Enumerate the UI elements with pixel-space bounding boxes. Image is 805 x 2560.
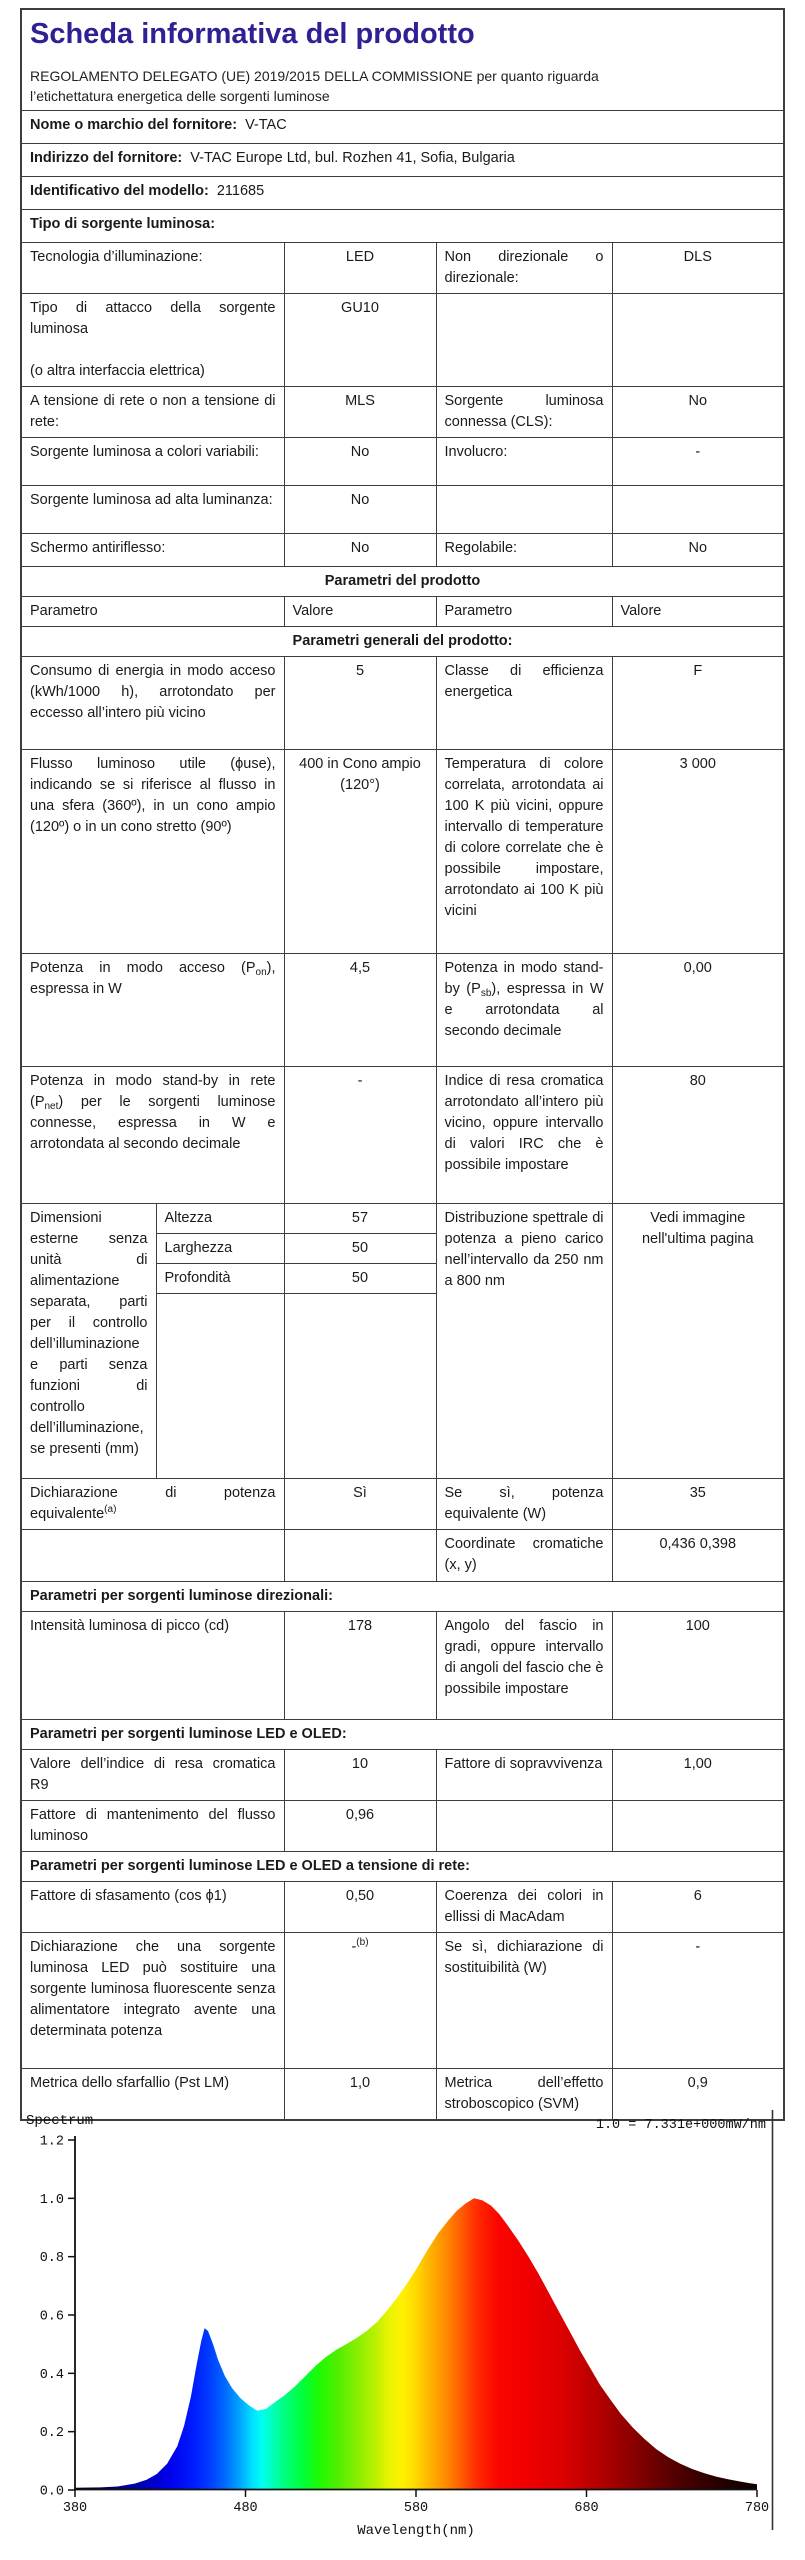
table-row (21, 1720, 784, 1750)
title-cell (21, 9, 784, 111)
field-label: Indirizzo del fornitore: (30, 150, 183, 167)
table-cell: 50 (284, 1234, 436, 1264)
y-tick-label: 0.4 (39, 2367, 64, 2383)
table-cell: 50 (284, 1264, 436, 1294)
table-cell (284, 1530, 436, 1582)
table-cell: GU10 (284, 294, 436, 387)
chart-title: Spectrum (26, 2113, 94, 2129)
x-tick-label: 780 (744, 2501, 770, 2516)
section-header: Parametri per sorgenti luminose LED e OLED a tensione di rete: (21, 1852, 784, 1882)
table-cell: Tipo di attacco della sorgente luminosa (o altra interfaccia elettrica) (21, 294, 284, 387)
table-cell: Dimensioni esterne senza unità di alimentazione separata, parti per il controllo dell’illuminazione e parti senza funzioni di controllo dell’illuminazione, se presenti (mm) (21, 1204, 156, 1479)
table-row (21, 1750, 784, 1801)
field-label: Nome o marchio del fornitore: (30, 117, 238, 134)
table-cell: - (284, 1067, 436, 1204)
table-row (21, 750, 784, 954)
table-row (21, 1067, 784, 1204)
table-cell: Non direzionale o direzionale: (436, 243, 612, 294)
table-cell: 0,96 (284, 1801, 436, 1852)
table-cell: Parametro (21, 597, 284, 627)
table-row (21, 1204, 784, 1234)
table-cell: 6 (612, 1882, 784, 1933)
table-cell: 57 (284, 1204, 436, 1234)
table-cell: Larghezza (156, 1234, 284, 1264)
table-cell: Metrica dello sfarfallio (Pst LM) (21, 2069, 284, 2121)
table-cell: DLS (612, 243, 784, 294)
page-title: Scheda informativa del prodotto (30, 18, 475, 50)
supplier-row-cell (21, 210, 784, 243)
table-cell: Sorgente luminosa a colori variabili: (21, 438, 284, 486)
table-cell: Fattore di mantenimento del flusso luminoso (21, 1801, 284, 1852)
table-row (21, 1852, 784, 1882)
table-cell: 178 (284, 1612, 436, 1720)
table-row (21, 486, 784, 534)
field-value: 211685 (216, 183, 265, 200)
field-label: Tipo di sorgente luminosa: (30, 216, 216, 233)
table-cell: 0,00 (612, 954, 784, 1067)
table-cell (436, 294, 612, 387)
table-cell: Angolo del fascio in gradi, oppure intervallo di angoli del fascio che è possibile impostare (436, 1612, 612, 1720)
table-cell (436, 1801, 612, 1852)
y-tick-label: 0.0 (39, 2484, 64, 2500)
x-tick-label: 380 (62, 2501, 88, 2516)
table-cell: MLS (284, 387, 436, 438)
table-cell: Temperatura di colore correlata, arrotondata ai 100 K più vicini, oppure intervallo di temperature di colore correlate che è possibile impostare, arrotondato ai 100 K più vicini (436, 750, 612, 954)
table-cell: Sì (284, 1479, 436, 1530)
table-row (21, 1882, 784, 1933)
table-cell: 100 (612, 1612, 784, 1720)
table-cell: Valore (612, 597, 784, 627)
table-cell: 1,00 (612, 1750, 784, 1801)
table-row (21, 210, 784, 243)
x-tick-label: 680 (574, 2501, 599, 2516)
table-cell: Se sì, dichiarazione di sostituibilità (W) (436, 1933, 612, 2069)
table-cell: Schermo antiriflesso: (21, 534, 284, 567)
table-row (21, 1530, 784, 1582)
table-row (21, 111, 784, 144)
field-label: Identificativo del modello: (30, 183, 209, 200)
table-cell: Profondità (156, 1264, 284, 1294)
field-value: V-TAC (245, 117, 287, 134)
spectrum-area (75, 2198, 757, 2489)
table-cell: LED (284, 243, 436, 294)
table-cell: - (612, 1933, 784, 2069)
table-cell: Intensità luminosa di picco (cd) (21, 1612, 284, 1720)
table-row (21, 1479, 784, 1530)
table-cell: Dichiarazione di potenza equivalente$^{(a)}$ (21, 1479, 284, 1530)
table-cell: 0,9 (612, 2069, 784, 2121)
table-cell: No (284, 438, 436, 486)
x-axis-title: Wavelength(nm) (357, 2523, 475, 2539)
table-row (21, 534, 784, 567)
field-value: V-TAC Europe Ltd, bul. Rozhen 41, Sofia, Bulgaria (190, 150, 515, 167)
table-cell: Se sì, potenza equivalente (W) (436, 1479, 612, 1530)
table-row (21, 438, 784, 486)
table-row (21, 597, 784, 627)
table-cell: Fattore di sopravvivenza (436, 1750, 612, 1801)
section-header: Parametri per sorgenti luminose direzionali: (21, 1582, 784, 1612)
table-row (21, 9, 784, 111)
table-cell: Metrica dell’effetto stroboscopico (SVM) (436, 2069, 612, 2121)
table-row (21, 657, 784, 750)
table-cell: Potenza in modo stand-by in rete $(P_{net})$ per le sorgenti luminose connesse, espressa in W e arrotondata al secondo decimale (21, 1067, 284, 1204)
table-cell: - (612, 438, 784, 486)
table-row (21, 1582, 784, 1612)
table-row (21, 1612, 784, 1720)
table-cell: 400 in Cono ampio (120°) (284, 750, 436, 954)
table-cell: -$^{(b)}$ (284, 1933, 436, 2069)
table-cell: No (612, 534, 784, 567)
y-tick-label: 0.8 (39, 2251, 64, 2267)
x-tick-label: 480 (233, 2501, 258, 2516)
table-cell: Coordinate cromatiche (x, y) (436, 1530, 612, 1582)
table-cell: A tensione di rete o non a tensione di rete: (21, 387, 284, 438)
y-tick-label: 1.2 (39, 2134, 64, 2150)
section-header: Parametri generali del prodotto: (21, 627, 784, 657)
table-cell: 3 000 (612, 750, 784, 954)
table-cell: Dichiarazione che una sorgente luminosa LED può sostituire una sorgente luminosa fluorescente senza alimentatore integrato avente una determinata potenza (21, 1933, 284, 2069)
table-row (21, 387, 784, 438)
table-cell: 80 (612, 1067, 784, 1204)
table-cell (284, 1294, 436, 1479)
table-cell: Indice di resa cromatica arrotondato all’intero più vicino, oppure intervallo di valori IRC che è possibile impostare (436, 1067, 612, 1204)
table-cell (436, 486, 612, 534)
table-row (21, 1801, 784, 1852)
table-row (21, 627, 784, 657)
product-table (20, 8, 785, 2121)
table-cell: Classe di efficienza energetica (436, 657, 612, 750)
table-cell: Coerenza dei colori in ellissi di MacAdam (436, 1882, 612, 1933)
table-cell: Parametro (436, 597, 612, 627)
table-cell: 5 (284, 657, 436, 750)
supplier-row-cell (21, 144, 784, 177)
table-row (21, 954, 784, 1067)
field-value (215, 216, 223, 232)
table-cell (21, 1530, 284, 1582)
table-cell: Valore dell’indice di resa cromatica R9 (21, 1750, 284, 1801)
table-cell: 4,5 (284, 954, 436, 1067)
table-cell: Tecnologia d’illuminazione: (21, 243, 284, 294)
table-cell: Involucro: (436, 438, 612, 486)
table-cell: Fattore di sfasamento (cos ϕ1) (21, 1882, 284, 1933)
product-information-sheet (20, 8, 783, 2121)
table-cell: 0,436 0,398 (612, 1530, 784, 1582)
table-cell: Potenza in modo acceso $(P_{on})$, espressa in W (21, 954, 284, 1067)
table-cell: 10 (284, 1750, 436, 1801)
table-cell: No (284, 534, 436, 567)
table-cell: 0,50 (284, 1882, 436, 1933)
supplier-row-cell (21, 111, 784, 144)
regulation-text: REGOLAMENTO DELEGATO (UE) 2019/2015 DELLA COMMISSIONE per quanto riguarda l’etichettatura energetica delle sorgenti luminose (30, 68, 599, 105)
y-tick-label: 0.6 (39, 2309, 64, 2325)
table-cell (612, 486, 784, 534)
x-tick-label: 580 (403, 2501, 429, 2516)
section-header: Parametri per sorgenti luminose LED e OLED: (21, 1720, 784, 1750)
table-cell (156, 1294, 284, 1479)
table-cell: 1,0 (284, 2069, 436, 2121)
table-cell: F (612, 657, 784, 750)
chart-annotation: 1.0 = 7.331e+000mW/nm (595, 2118, 766, 2133)
table-cell: 35 (612, 1479, 784, 1530)
table-cell: Vedi immagine nell'ultima pagina (612, 1204, 784, 1479)
table-cell (612, 1801, 784, 1852)
supplier-row-cell (21, 177, 784, 210)
table-row (21, 177, 784, 210)
table-row (21, 144, 784, 177)
table-row (21, 243, 784, 294)
table-cell: Regolabile: (436, 534, 612, 567)
y-tick-label: 0.2 (39, 2426, 64, 2442)
table-cell: Sorgente luminosa connessa (CLS): (436, 387, 612, 438)
table-row (21, 294, 784, 387)
table-cell: No (284, 486, 436, 534)
y-tick-label: 1.0 (39, 2192, 64, 2208)
table-cell: Flusso luminoso utile (ϕuse), indicando se si riferisce al flusso in una sfera (360º), in un cono ampio (120º) o in un cono stretto (90º) (21, 750, 284, 954)
table-cell: Potenza in modo stand-by $(P_{sb})$, espressa in W e arrotondata al secondo decimale (436, 954, 612, 1067)
table-row (21, 1933, 784, 2069)
table-cell (612, 294, 784, 387)
section-header: Parametri del prodotto (21, 567, 784, 597)
table-row (21, 567, 784, 597)
table-cell: Distribuzione spettrale di potenza a pieno carico nell’intervallo da 250 nm a 800 nm (436, 1204, 612, 1479)
table-cell: No (612, 387, 784, 438)
spectrum-chart (0, 2106, 805, 2560)
table-cell: Consumo di energia in modo acceso (kWh/1000 h), arrotondato per eccesso all’intero più vicino (21, 657, 284, 750)
table-cell: Sorgente luminosa ad alta luminanza: (21, 486, 284, 534)
table-cell: Altezza (156, 1204, 284, 1234)
table-cell: Valore (284, 597, 436, 627)
